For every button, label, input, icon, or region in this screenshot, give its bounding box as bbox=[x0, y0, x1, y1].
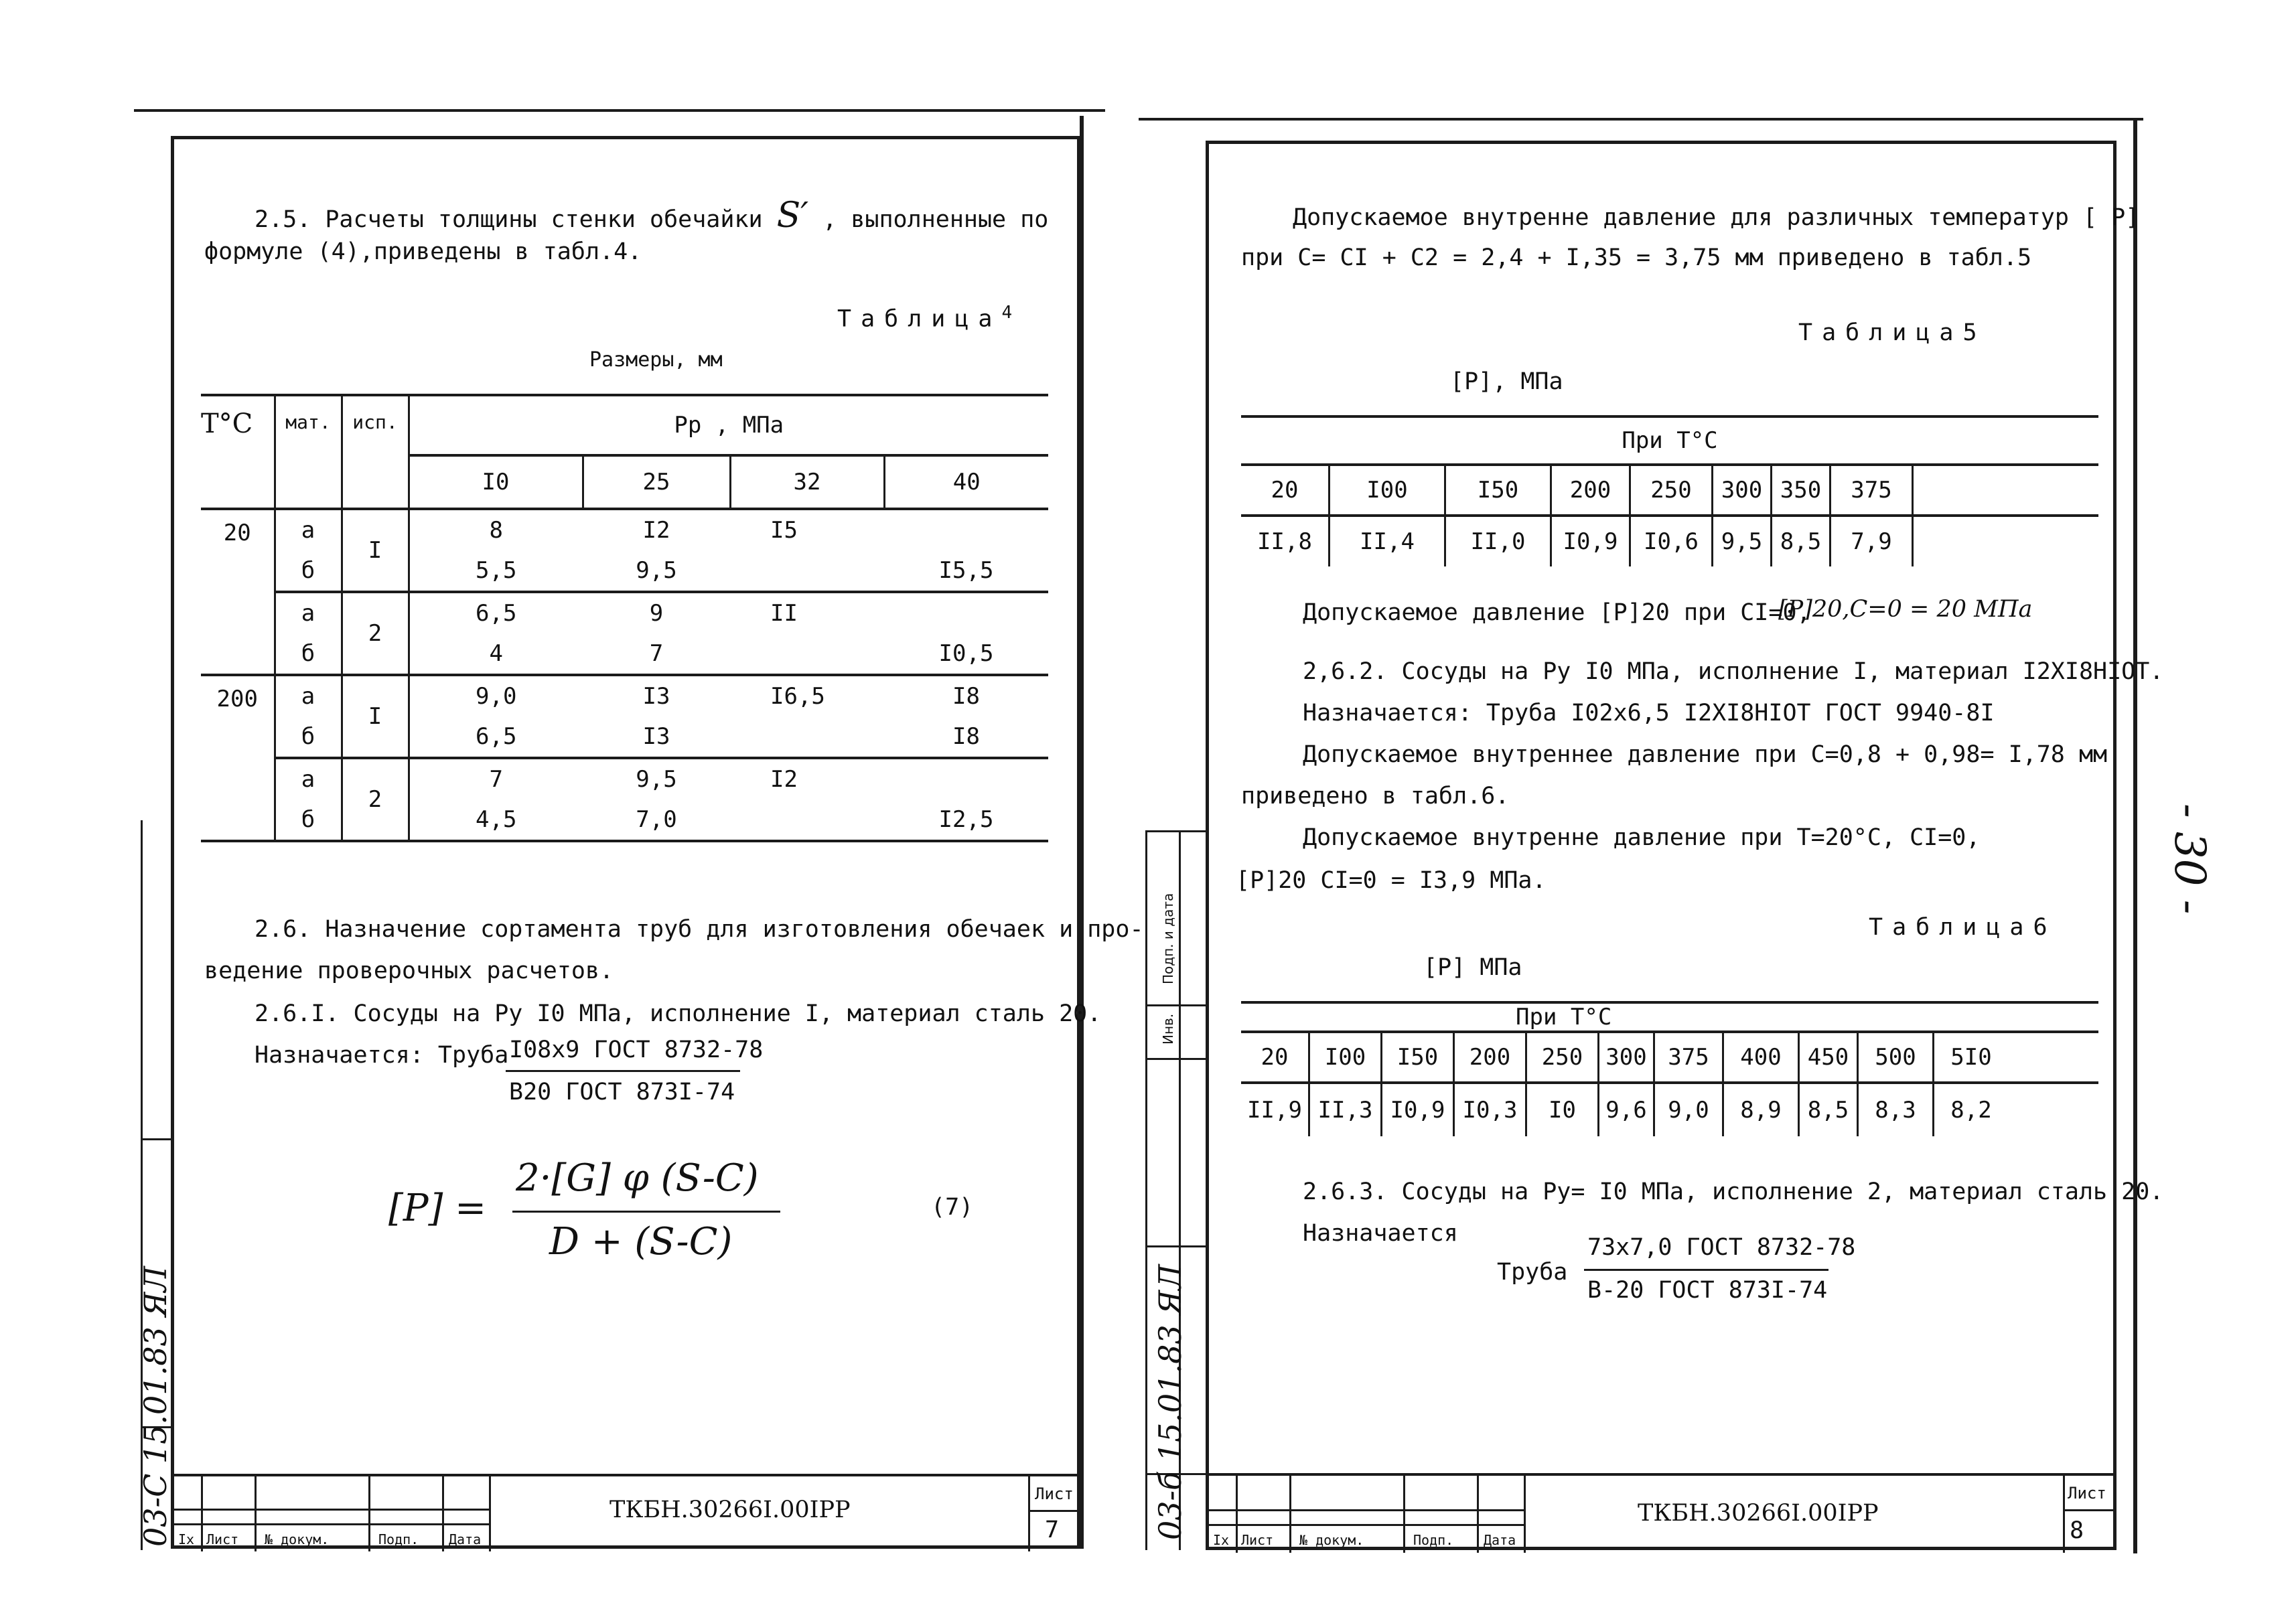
table6-p: I0 bbox=[1526, 1083, 1599, 1136]
table4-cell: 5,5 bbox=[409, 550, 583, 592]
tb-label: Iх bbox=[178, 1531, 195, 1547]
table4-col-25: 25 bbox=[583, 455, 730, 509]
table6-p: II,9 bbox=[1247, 1097, 1302, 1124]
table5-header: При T°C bbox=[1622, 427, 1718, 454]
left-stamp: 03-С 15.01.83 ЯЛ bbox=[137, 1266, 173, 1547]
left-sheet-number: 7 bbox=[1045, 1517, 1060, 1543]
table4-cell bbox=[884, 592, 1048, 633]
table4-cell: I5,5 bbox=[938, 557, 994, 584]
table6-p: I0,3 bbox=[1454, 1083, 1526, 1136]
table4-cell bbox=[730, 633, 884, 675]
table4-cell: б bbox=[275, 550, 342, 592]
formula-lhs: [P] = bbox=[388, 1187, 487, 1230]
table4-cell: I8 bbox=[952, 683, 980, 710]
table4-cell: б bbox=[275, 716, 342, 758]
right-p263-den: B-20 ГОСТ 873I-74 bbox=[1587, 1277, 1828, 1304]
left-title-block bbox=[174, 1474, 1080, 1551]
table6-t: 300 bbox=[1599, 1032, 1654, 1083]
table4-cell: I2,5 bbox=[938, 806, 994, 833]
table6-t: 20 bbox=[1261, 1044, 1289, 1071]
right-perm1b: [P]20,C=0 = 20 МПа bbox=[1778, 596, 2033, 623]
table6-p: 9,0 bbox=[1654, 1083, 1723, 1136]
table5-t: 375 bbox=[1831, 465, 1913, 516]
table5-p: 8,5 bbox=[1772, 516, 1831, 566]
table4-temp-200: 200 bbox=[201, 675, 275, 841]
table-4 bbox=[201, 394, 1048, 842]
formula-number: (7) bbox=[931, 1194, 974, 1221]
left-p26b: ведение проверочных расчетов. bbox=[204, 958, 614, 984]
table4-h-isp: исп. bbox=[342, 395, 409, 509]
table5-caption: Таблица5 bbox=[1798, 319, 1977, 346]
table4-cell: I2 bbox=[770, 766, 798, 793]
right-side-label: Подп. и дата bbox=[1160, 893, 1176, 984]
tb-label: Подп. bbox=[378, 1531, 419, 1547]
table4-cell bbox=[730, 716, 884, 758]
table4-cell: 8 bbox=[409, 509, 583, 550]
right-p262d: приведено в табл.6. bbox=[1241, 783, 1510, 810]
left-doc-code: ТКБН.30266I.00IPP bbox=[609, 1497, 851, 1523]
table6-caption: Таблица6 bbox=[1869, 914, 2048, 941]
table4-cell: 6,5 bbox=[409, 592, 583, 633]
tb-vline bbox=[1028, 1476, 1030, 1551]
tb-label: Лист bbox=[1241, 1532, 1274, 1548]
table4-cell bbox=[884, 509, 1048, 550]
right-sheet-number: 8 bbox=[2070, 1517, 2084, 1544]
table5-p: II,0 bbox=[1445, 516, 1551, 566]
table6-p: 8,9 bbox=[1723, 1083, 1799, 1136]
right-p262b: Назначается: Труба I02x6,5 I2XI8HIOT ГОСТ 9940-8I bbox=[1303, 700, 1995, 727]
right-p263-num: 73x7,0 ГОСТ 8732-78 bbox=[1587, 1234, 1856, 1261]
table6-empty bbox=[2008, 1032, 2098, 1083]
tb-vline bbox=[1289, 1476, 1291, 1553]
top-rule-right bbox=[1139, 118, 2143, 121]
table4-col-32: 32 bbox=[730, 455, 884, 509]
table6-p: 8,3 bbox=[1858, 1083, 1934, 1136]
right-p263b: Назначается bbox=[1303, 1220, 1458, 1247]
tb-label: Дата bbox=[449, 1531, 482, 1547]
right-p262e: Допускаемое внутренне давление при T=20°C, CI=0, bbox=[1303, 824, 1981, 851]
table5-t: 200 bbox=[1551, 465, 1630, 516]
tb-vline bbox=[1524, 1476, 1526, 1553]
table5-p: I0,9 bbox=[1551, 516, 1630, 566]
right-sheet-label: Лист bbox=[2068, 1484, 2106, 1503]
table4-cell: I3 bbox=[642, 683, 670, 710]
left-page bbox=[171, 136, 1144, 1549]
right-side-strip-line bbox=[1145, 1058, 1206, 1060]
left-fraction-line bbox=[506, 1070, 740, 1072]
table4-temp-20: 20 bbox=[201, 509, 275, 675]
table4-cell: 4 bbox=[409, 633, 583, 675]
table4-cell: I bbox=[342, 509, 409, 592]
table5-t: 20 bbox=[1271, 477, 1299, 504]
table4-cell: I bbox=[342, 675, 409, 758]
left-p261-num: I08x9 ГОСТ 8732-78 bbox=[509, 1037, 764, 1063]
formula-fraction-line bbox=[512, 1211, 780, 1213]
table4-cell: I5 bbox=[770, 517, 798, 544]
right-title-block bbox=[1209, 1473, 2116, 1553]
table4-h-temp: T°C bbox=[201, 395, 275, 509]
tb-vline bbox=[489, 1476, 491, 1551]
table5-p: II,8 bbox=[1257, 528, 1312, 555]
table6-t: 375 bbox=[1654, 1032, 1723, 1083]
right-fraction-line bbox=[1584, 1269, 1828, 1271]
table4-cell bbox=[730, 799, 884, 841]
left-p261-assign: Назначается: Труба bbox=[255, 1042, 509, 1069]
table4-cell: а bbox=[275, 592, 342, 633]
tb-vline bbox=[2063, 1476, 2065, 1553]
table4-subcaption: Размеры, мм bbox=[589, 348, 723, 372]
right-side-strip-line bbox=[1145, 830, 1147, 1550]
sheet-edge-right bbox=[2133, 121, 2137, 1553]
table4-cell: II bbox=[770, 600, 798, 627]
left-p26a: 2.6. Назначение сортамента труб для изготовления обечаек и про- bbox=[255, 916, 1144, 943]
table4-cell: 9,0 bbox=[409, 675, 583, 716]
tb-label: Лист bbox=[206, 1531, 239, 1547]
table-6 bbox=[1241, 1001, 2098, 1136]
table4-col-10: I0 bbox=[409, 455, 583, 509]
table6-t: I00 bbox=[1309, 1032, 1382, 1083]
table5-empty bbox=[1913, 516, 2099, 566]
table6-header: При T°C bbox=[1516, 1004, 1612, 1030]
table4-cell: 2 bbox=[342, 758, 409, 841]
right-side-strip-line bbox=[1145, 1245, 1206, 1247]
table4-cell: 7,0 bbox=[636, 806, 677, 833]
table4-cell: б bbox=[275, 633, 342, 675]
table6-t: 200 bbox=[1454, 1032, 1526, 1083]
tb-hline bbox=[1028, 1510, 1080, 1512]
table6-t: 500 bbox=[1858, 1032, 1934, 1083]
right-p2: при C= CI + C2 = 2,4 + I,35 = 3,75 мм приведено в табл.5 bbox=[1241, 244, 2032, 271]
right-side-label: Инв. bbox=[1160, 1013, 1176, 1045]
table4-cell bbox=[730, 550, 884, 592]
table6-t: 400 bbox=[1723, 1032, 1799, 1083]
table-5 bbox=[1241, 415, 2098, 566]
table5-t: 250 bbox=[1630, 465, 1713, 516]
right-p263-pipe: Труба bbox=[1497, 1259, 1568, 1286]
right-doc-code: ТКБН.30266I.00IPP bbox=[1638, 1500, 1879, 1527]
table4-cell: 7 bbox=[649, 640, 664, 667]
right-p262f: [P]20 CI=0 = I3,9 МПа. bbox=[1236, 867, 1547, 894]
table5-p: 9,5 bbox=[1713, 516, 1772, 566]
table4-cell: 7 bbox=[409, 758, 583, 799]
right-p262a: 2,6.2. Сосуды на Pу I0 МПа, исполнение I, материал I2XI8HIOT. bbox=[1303, 658, 2164, 685]
table4-cell: I6,5 bbox=[770, 683, 825, 710]
tb-vline bbox=[442, 1476, 444, 1551]
left-p1-line2: формуле (4),приведены в табл.4. bbox=[204, 238, 642, 265]
table4-h-mat: мат. bbox=[275, 395, 342, 509]
right-p1: Допускаемое внутренне давление для различных температур [ P] bbox=[1293, 204, 2140, 231]
table4-cell: б bbox=[275, 799, 342, 841]
page-number: - 30 - bbox=[2165, 804, 2214, 915]
table6-p: 8,2 bbox=[1934, 1083, 2009, 1136]
table6-t: I50 bbox=[1382, 1032, 1454, 1083]
top-rule-left bbox=[134, 109, 1105, 112]
right-side-strip-line bbox=[1145, 830, 1206, 832]
tb-vline bbox=[255, 1476, 257, 1551]
table6-p: I0,9 bbox=[1382, 1083, 1454, 1136]
tb-label: Iх bbox=[1213, 1532, 1230, 1548]
table6-t: 5I0 bbox=[1934, 1032, 2009, 1083]
table4-cell: 9,5 bbox=[636, 766, 677, 793]
right-page bbox=[1206, 141, 2164, 1550]
right-p262c: Допускаемое внутреннее давление при C=0,8 + 0,98= I,78 мм bbox=[1303, 741, 2108, 768]
left-p261: 2.6.I. Сосуды на Pу I0 МПа, исполнение I, материал сталь 20. bbox=[255, 1000, 1102, 1027]
table5-unit: [P], МПа bbox=[1450, 368, 1563, 395]
table4-cell: I2 bbox=[642, 517, 670, 544]
table6-p: 9,6 bbox=[1599, 1083, 1654, 1136]
table5-p: I0,6 bbox=[1630, 516, 1713, 566]
tb-label: № докум. bbox=[265, 1531, 330, 1547]
tb-label: № докум. bbox=[1299, 1532, 1364, 1548]
table4-cell: а bbox=[275, 675, 342, 716]
table4-cell: а bbox=[275, 509, 342, 550]
table4-cell: 4,5 bbox=[409, 799, 583, 841]
tb-label: Дата bbox=[1484, 1532, 1516, 1548]
table5-t: 350 bbox=[1772, 465, 1831, 516]
table5-p: 7,9 bbox=[1831, 516, 1913, 566]
table4-cell: 9,5 bbox=[636, 557, 677, 584]
table4-caption: Таблица$^4$ bbox=[837, 303, 1013, 333]
tb-hline bbox=[2063, 1509, 2116, 1511]
table4-cell: 9 bbox=[649, 600, 664, 627]
right-stamp: 03-б 15.01.83 ЯЛ bbox=[1152, 1264, 1188, 1540]
tb-vline bbox=[1236, 1476, 1238, 1553]
tb-label: Подп. bbox=[1413, 1532, 1454, 1548]
tb-vline bbox=[1403, 1476, 1405, 1553]
left-sheet-label: Лист bbox=[1035, 1484, 1074, 1503]
table5-p: II,4 bbox=[1330, 516, 1445, 566]
table4-cell: 6,5 bbox=[409, 716, 583, 758]
table5-t: 300 bbox=[1713, 465, 1772, 516]
table5-empty bbox=[1913, 465, 2099, 516]
table4-col-40: 40 bbox=[884, 455, 1048, 509]
right-perm1: Допускаемое давление [P]20 при CI=0, bbox=[1303, 599, 1811, 626]
table6-empty bbox=[2008, 1083, 2098, 1136]
table5-t: I50 bbox=[1445, 465, 1551, 516]
tb-vline bbox=[1477, 1476, 1479, 1553]
table4-cell: I8 bbox=[952, 723, 980, 750]
table4-cell: I3 bbox=[642, 723, 670, 750]
tb-vline bbox=[201, 1476, 203, 1551]
left-p1: 2.5. Расчеты толщины стенки обечайки S′ , выполненные по bbox=[255, 196, 1049, 236]
left-p261-den: B20 ГОСТ 873I-74 bbox=[509, 1079, 735, 1105]
right-p263a: 2.6.3. Сосуды на Pу= I0 МПа, исполнение 2, материал сталь 20. bbox=[1303, 1178, 2164, 1205]
right-side-strip-line bbox=[1145, 1004, 1206, 1006]
table6-p: 8,5 bbox=[1799, 1083, 1858, 1136]
table4-cell bbox=[884, 758, 1048, 799]
left-side-strip-line bbox=[141, 1138, 171, 1140]
table5-t: I00 bbox=[1330, 465, 1445, 516]
table4-cell: 2 bbox=[342, 592, 409, 675]
table6-p: II,3 bbox=[1309, 1083, 1382, 1136]
table6-unit: [P] МПа bbox=[1423, 954, 1522, 981]
table6-t: 450 bbox=[1799, 1032, 1858, 1083]
table4-cell: а bbox=[275, 758, 342, 799]
tb-vline bbox=[368, 1476, 370, 1551]
formula-numerator: 2·[G] φ (S-C) bbox=[516, 1156, 759, 1200]
formula-denominator: D + (S-C) bbox=[549, 1220, 733, 1264]
table6-t: 250 bbox=[1526, 1032, 1599, 1083]
table4-cell: I0,5 bbox=[938, 640, 994, 667]
table4-h-p: Pp , МПа bbox=[409, 395, 1048, 455]
